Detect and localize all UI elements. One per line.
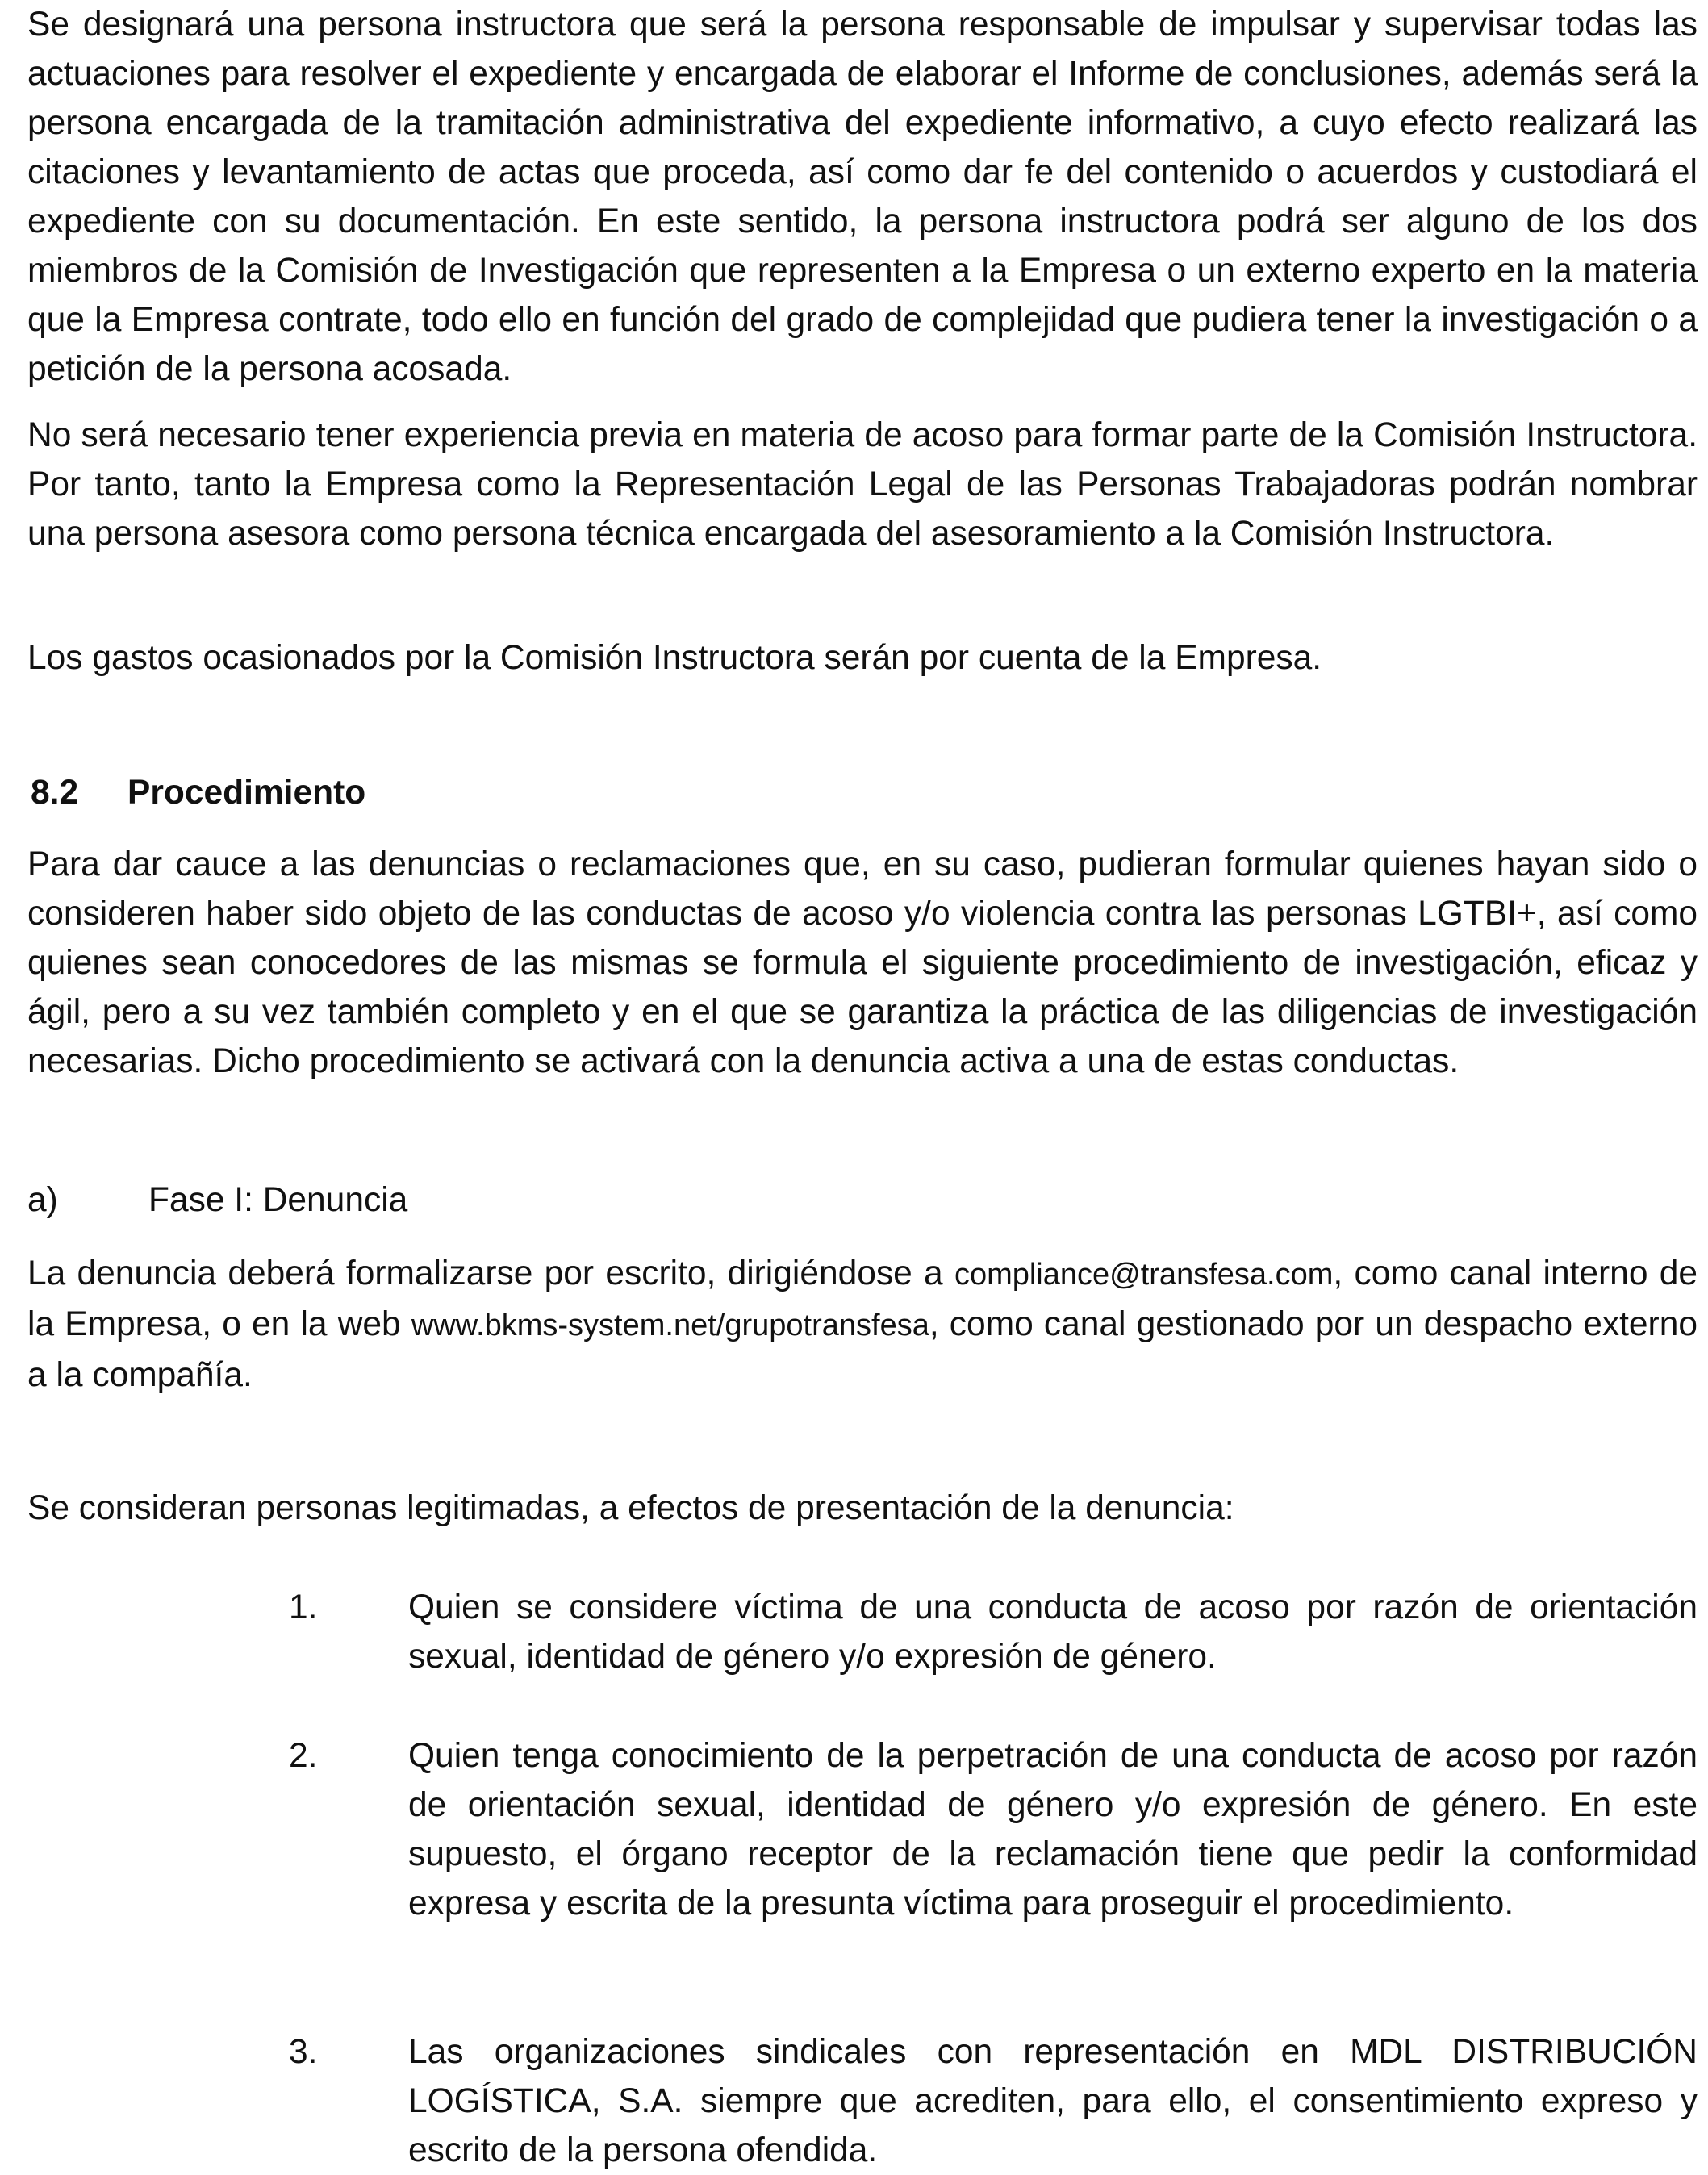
list-item-number: 1. (289, 1588, 318, 1626)
list-item-text: Las organizaciones sindicales con representación en MDL DISTRIBUCIÓN LOGÍSTICA, S.A. siempre que acrediten, para ello, el consentimiento expreso y escrito de la persona ofendida. (408, 2033, 1698, 2169)
bkms-web-link[interactable]: www.bkms-system.net/grupotransfesa (411, 1309, 929, 1342)
list-item-text: Quien se considere víctima de una conducta de acoso por razón de orientación sexual, identidad de género y/o expresión de género. (408, 1588, 1698, 1676)
phase-title: Fase I: Denuncia (148, 1181, 408, 1219)
paragraph-experiencia-previa: No será necesario tener experiencia previa en materia de acoso para formar parte de la Comisión Instructora. Por tanto, tanto la Empresa como la Representación Legal de las Personas Trabajadoras podrán nombrar una persona asesora como persona técnica encargada del asesoramiento a la Comisión Instructora. (27, 416, 1698, 553)
denuncia-text-1: La denuncia deberá formalizarse por escrito, dirigiéndose a (27, 1254, 954, 1292)
denuncia-text-3: , como canal gestionado por un despacho externo a la compañía. (27, 1305, 1698, 1394)
section-heading (31, 768, 365, 817)
paragraph-persona-instructora: Se designará una persona instructora que será la persona responsable de impulsar y supervisar todas las actuaciones para resolver el expediente y encargada de elaborar el Informe de conclusiones, además será la persona encargada de la tramitación administrativa del expediente informativo, a cuyo efecto realizará las citaciones y levantamiento de actas que proceda, así como dar fe del contenido o acuerdos y custodiará el expediente con su documentación. En este sentido, la persona instructora podrá ser alguno de los dos miembros de la Comisión de Investigación que representen a la Empresa o un externo experto en la materia que la Empresa contrate, todo ello en función del grado de complejidad que pudiera tener la investigación o a petición de la persona acosada. (27, 6, 1698, 388)
paragraph-gastos: Los gastos ocasionados por la Comisión Instructora serán por cuenta de la Empresa. (27, 639, 1322, 677)
section-title: Procedimiento (127, 774, 366, 812)
paragraph-personas-legitimadas: Se consideran personas legitimadas, a efectos de presentación de la denuncia: (27, 1489, 1234, 1527)
list-item-number: 2. (289, 1737, 318, 1775)
phase-letter: a) (27, 1181, 58, 1219)
list-item-number: 3. (289, 2033, 318, 2071)
list-item-text: Quien tenga conocimiento de la perpetración de una conducta de acoso por razón de orientación sexual, identidad de género y/o expresión de género. En este supuesto, el órgano receptor de la reclamación tiene que pedir la conformidad expresa y escrita de la presunta víctima para proseguir el procedimiento. (408, 1737, 1698, 1922)
denuncia-text-2: , como canal interno de la Empresa, o en la web (27, 1254, 1698, 1343)
paragraph-denuncia (27, 1249, 1698, 1400)
paragraph-procedimiento: Para dar cauce a las denuncias o reclamaciones que, en su caso, pudieran formular quienes hayan sido o consideren haber sido objeto de las conductas de acoso y/o violencia contra las personas LGTBI+, así como quienes sean conocedores de las mismas se formula el siguiente procedimiento de investigación, eficaz y ágil, pero a su vez también completo y en el que se garantiza la práctica de las diligencias de investigación necesarias. Dicho procedimiento se activará con la denuncia activa a una de estas conductas. (27, 845, 1698, 1080)
compliance-email-link[interactable]: compliance@transfesa.com (954, 1258, 1334, 1292)
section-number: 8.2 (31, 774, 79, 812)
phase-heading (27, 1175, 407, 1225)
